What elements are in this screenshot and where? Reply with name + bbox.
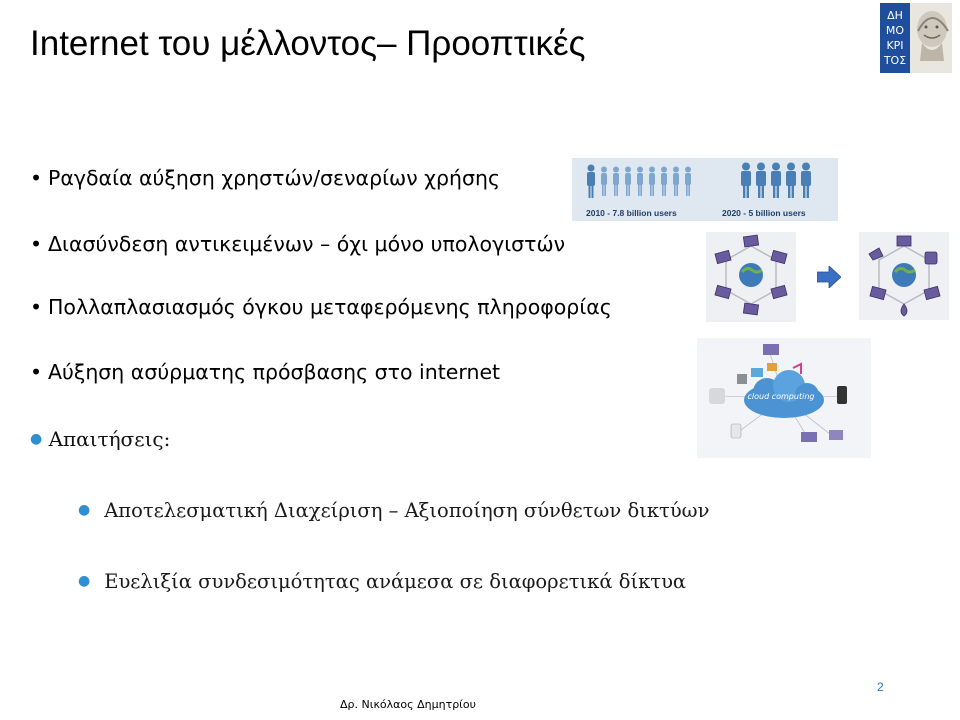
bullet-text: Ραγδαία αύξηση χρηστών/σεναρίων χρήσης — [48, 166, 501, 190]
bullet-dot-icon: • — [30, 166, 43, 190]
footer-author: Δρ. Νικόλαος Δημητρίου — [340, 698, 476, 711]
bullet-item — [30, 360, 500, 384]
users-2010-label: 2010 - 7.8 billion users — [586, 208, 677, 218]
bullet-text: Διασύνδεση αντικειμένων – όχι μόνο υπολογιστών — [48, 232, 566, 256]
university-logo — [880, 3, 952, 73]
users-growth-image — [572, 158, 838, 221]
requirement-item — [78, 570, 686, 593]
bullet-dot-icon: • — [30, 295, 43, 319]
bullet-item — [30, 166, 500, 190]
bullet-dot-icon: • — [30, 360, 43, 384]
bullet-dot-icon: • — [30, 232, 43, 256]
bullet-text: Αύξηση ασύρματης πρόσβασης στο internet — [48, 360, 501, 384]
requirement-text: Αποτελεσματική Διαχείριση – Αξιοποίηση σύνθετων δικτύων — [104, 499, 710, 522]
bullet-text: Πολλαπλασιασμός όγκου μεταφερόμενης πληροφορίας — [48, 295, 612, 319]
svg-text:ΤΟΣ: ΤΟΣ — [883, 54, 907, 67]
svg-text:ΚΡΙ: ΚΡΙ — [886, 39, 904, 52]
users-2020-label: 2020 - 5 billion users — [722, 208, 806, 218]
bullet-dot-icon: ● — [78, 573, 91, 589]
bullet-item — [30, 232, 565, 256]
slide-title: Internet του μέλλοντος– Προοπτικές — [30, 24, 586, 63]
network-objects-image — [859, 232, 949, 320]
arrow-right-icon — [817, 266, 841, 288]
svg-text:ΔΗ: ΔΗ — [887, 9, 903, 22]
requirement-item — [78, 499, 709, 522]
network-computers-image — [706, 232, 796, 322]
bullet-dot-icon: ● — [30, 431, 43, 447]
cloud-label: cloud computing — [747, 392, 815, 401]
requirements-heading — [30, 427, 170, 451]
bullet-dot-icon: ● — [78, 502, 91, 518]
bullet-item — [30, 295, 612, 319]
requirements-label: Απαιτήσεις: — [48, 427, 171, 451]
page-number: 2 — [877, 680, 884, 694]
requirement-text: Ευελιξία συνδεσιμότητας ανάμεσα σε διαφορετικά δίκτυα — [104, 570, 687, 593]
cloud-computing-image — [697, 338, 871, 458]
svg-text:ΜΟ: ΜΟ — [885, 24, 905, 37]
